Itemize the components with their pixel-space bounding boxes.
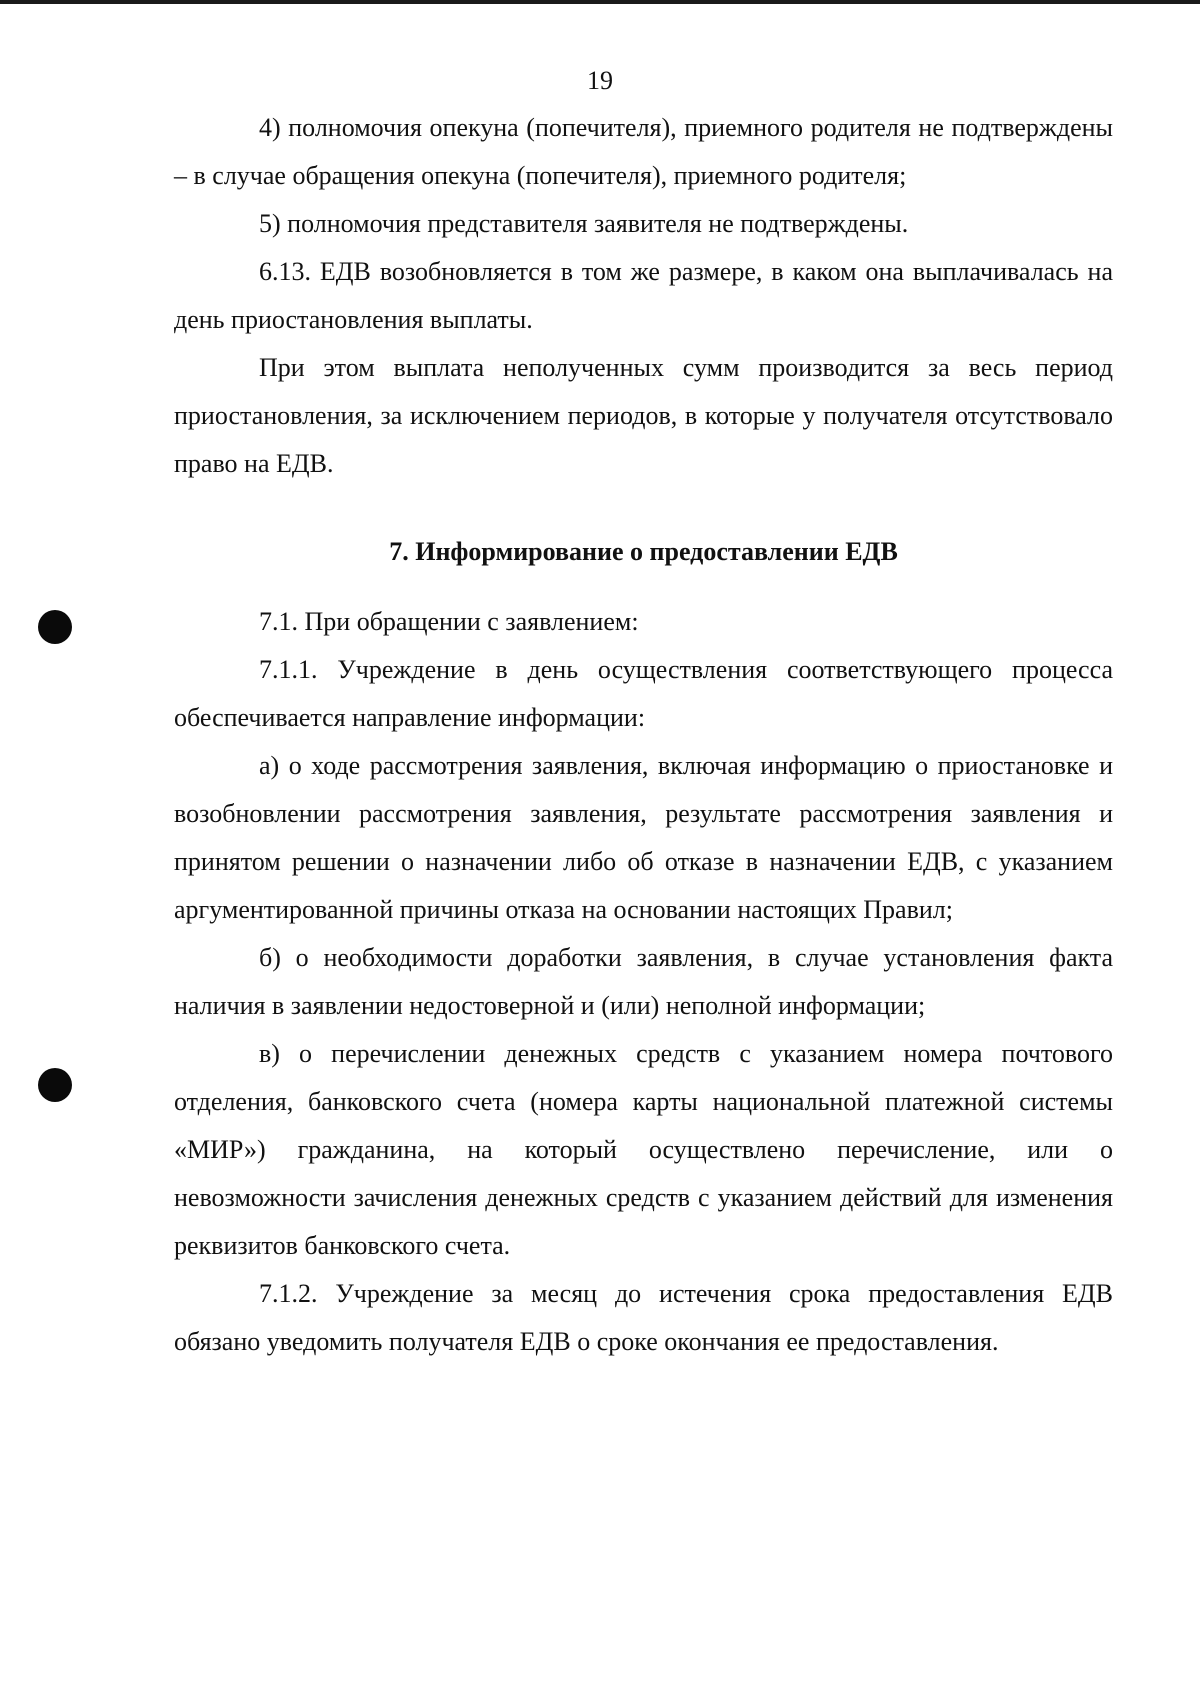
- paragraph-7-1: 7.1. При обращении с заявлением:: [259, 607, 639, 636]
- paragraph-item-b: б) о необходимости доработки заявления, в случае установления факта наличия в заявлении недостоверной и (или) неполной информации;: [174, 943, 1113, 1020]
- binder-hole-top: [38, 610, 72, 644]
- scan-top-border: [0, 0, 1200, 4]
- paragraph-5-representative: 5) полномочия представителя заявителя не подтверждены.: [259, 209, 909, 238]
- paragraph-7-1-2: 7.1.2. Учреждение за месяц до истечения срока предоставления ЕДВ обязано уведомить получателя ЕДВ о сроке окончания ее предоставления.: [174, 1279, 1113, 1356]
- paragraph-6-13: 6.13. ЕДВ возобновляется в том же размере, в каком она выплачивалась на день приостановления выплаты.: [174, 257, 1113, 334]
- paragraph-unpaid-sums: При этом выплата неполученных сумм производится за весь период приостановления, за исключением периодов, в которые у получателя отсутствовало право на ЕДВ.: [174, 353, 1113, 478]
- paragraph-item-v: в) о перечислении денежных средств с указанием номера почтового отделения, банковского счета (номера карты национальной платежной системы «МИР») гражданина, на который осуществлено перечисление, или о невозможности зачисления денежных средств с указанием действий для изменения реквизитов банковского счета.: [174, 1039, 1113, 1260]
- paragraph-7-1-1: 7.1.1. Учреждение в день осуществления соответствующего процесса обеспечивается направление информации:: [174, 655, 1113, 732]
- document-body: [174, 104, 1113, 1366]
- paragraph-4-guardian: 4) полномочия опекуна (попечителя), приемного родителя не подтверждены – в случае обращения опекуна (попечителя), приемного родителя;: [174, 113, 1113, 190]
- binder-hole-bottom: [38, 1068, 72, 1102]
- page-number: 19: [587, 66, 613, 95]
- section-title: 7. Информирование о предоставлении ЕДВ: [389, 537, 898, 566]
- paragraph-item-a: а) о ходе рассмотрения заявления, включая информацию о приостановке и возобновлении рассмотрения заявления, результате рассмотрения заявления и принятом решении о назначении либо об отказе в назначении ЕДВ, с указанием аргументированной причины отказа на основании настоящих Правил;: [174, 751, 1113, 924]
